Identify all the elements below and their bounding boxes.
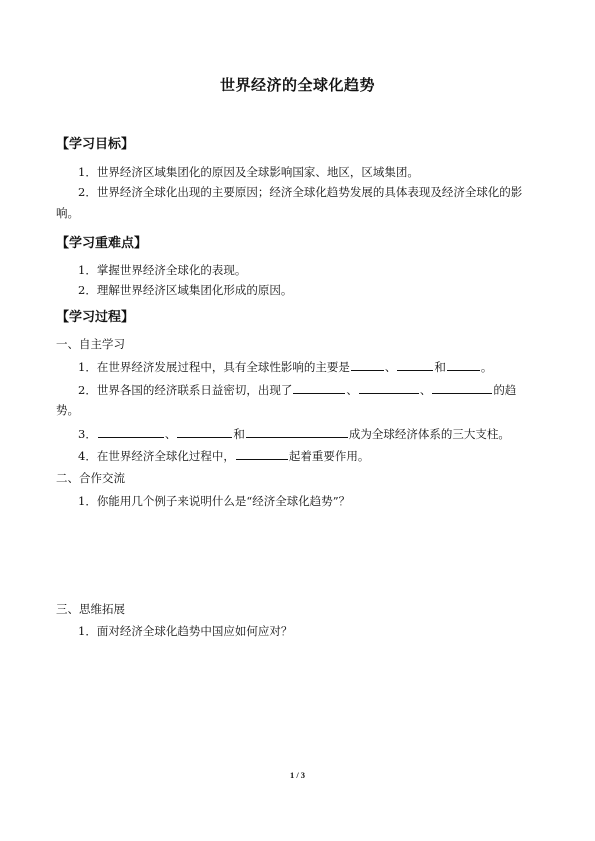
question-text: 3． [78, 427, 97, 441]
answer-blank[interactable] [351, 359, 384, 371]
extension-question-1: 1．面对经济全球化趋势中国应如何应对？ [78, 624, 293, 638]
question-separator: 、 [346, 383, 358, 397]
answer-blank[interactable] [359, 382, 419, 394]
question-separator: 、 [419, 383, 432, 397]
fill-question-4 [78, 448, 369, 463]
answer-blank[interactable] [293, 382, 345, 394]
fill-question-1 [78, 359, 492, 374]
goal-item-2-line2: 响。 [56, 206, 79, 220]
discussion-question-1: 1．你能用几个例子来说明什么是“经济全球化趋势”？ [78, 494, 351, 508]
answer-blank[interactable] [177, 426, 232, 438]
question-text: 成为全球经济体系的三大支柱。 [348, 427, 510, 441]
part-label-cooperation: 二、合作交流 [56, 471, 125, 485]
question-separator: 和 [434, 360, 446, 374]
goal-item-2-line1: 2．世界经济全球化出现的主要原因；经济全球化趋势发展的具体表现及经济全球化的影 [78, 185, 523, 199]
section-heading-key-points: 【学习重难点】 [56, 236, 148, 251]
page-number: 1 / 3 [289, 770, 306, 780]
question-separator: 和 [233, 427, 245, 441]
fill-question-2 [78, 382, 516, 397]
goal-item-1: 1．世界经济区域集团化的原因及全球影响国家、地区，区域集团。 [78, 165, 419, 179]
answer-blank[interactable] [447, 359, 480, 371]
fill-question-3 [78, 426, 510, 441]
question-text: 的趋 [493, 383, 517, 397]
fill-question-2-line2: 势。 [56, 403, 79, 417]
part-label-extension: 三、思维拓展 [56, 602, 125, 616]
section-heading-process: 【学习过程】 [56, 310, 135, 325]
answer-blank[interactable] [236, 448, 288, 460]
answer-blank[interactable] [98, 426, 164, 438]
question-text: 。 [480, 360, 493, 374]
question-text: 4．在世界经济全球化过程中， [78, 449, 235, 463]
question-separator: 、 [384, 360, 397, 374]
answer-blank[interactable] [397, 359, 433, 371]
answer-blank[interactable] [432, 382, 492, 394]
part-label-self-study: 一、自主学习 [56, 337, 125, 351]
question-separator: 、 [164, 427, 177, 441]
key-point-item-2: 2．理解世界经济区域集团化形成的原因。 [78, 283, 293, 297]
key-point-item-1: 1．掌握世界经济全球化的表现。 [78, 263, 247, 277]
question-text: 起着重要作用。 [288, 449, 370, 463]
answer-blank[interactable] [246, 426, 348, 438]
question-text: 2．世界各国的经济联系日益密切，出现了 [78, 383, 293, 397]
question-text: 1．在世界经济发展过程中，具有全球性影响的主要是 [78, 360, 350, 374]
section-heading-goals: 【学习目标】 [56, 137, 135, 152]
document-title: 世界经济的全球化趋势 [219, 76, 375, 94]
